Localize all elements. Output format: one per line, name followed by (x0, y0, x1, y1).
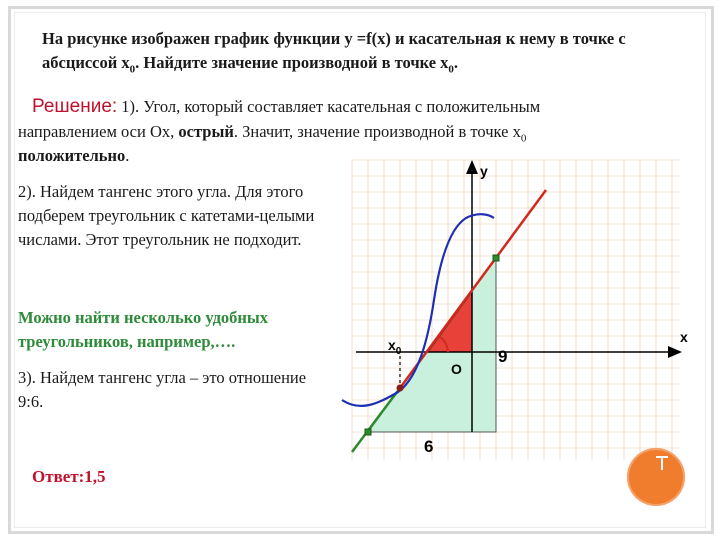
leg-horizontal-label: 9 (498, 347, 508, 366)
x0-label: $x_0$ (388, 337, 402, 357)
solution-step1-a: 1). Угол, который составляет касательная с положительным (117, 97, 541, 116)
problem-text: На рисунке изображен график функции у =f(x) и касательная к нему в точке с абсциссой х (42, 29, 626, 72)
solution-step-3: 3). Найдем тангенс угла – это отношение 9:6. (18, 368, 307, 411)
answer: Ответ:1,5 (32, 467, 106, 486)
solution-step1-b1: направлением оси Ох, (18, 122, 179, 141)
solution-label: Решение: (32, 96, 118, 117)
decorative-orange-circle (627, 448, 685, 506)
solution-note: Можно найти несколько удобных треугольников, например,…. (18, 308, 269, 351)
solution-step1-sub: 0 (520, 132, 527, 145)
x-axis-label: x (680, 329, 688, 345)
problem-text3: . (453, 53, 459, 72)
y-axis-label: y (480, 163, 488, 179)
x-axis-arrow (668, 346, 682, 358)
tangency-point (397, 385, 404, 392)
solution-acute-word: острый (178, 122, 234, 141)
problem-sub2: 0 (448, 63, 454, 76)
origin-label: O (451, 361, 462, 377)
solution-positive-word: положительно (18, 146, 126, 165)
problem-text2: . Найдите значение производной в точке х (135, 53, 449, 72)
solution-step1-b2: . Значит, значение производной в точке х (233, 122, 521, 141)
solution-step1-c2: . (125, 146, 130, 165)
leg-vertical-label: 6 (424, 437, 434, 456)
triangle-corner-point (365, 429, 371, 435)
triangle-top-point (493, 255, 499, 261)
solution-step-2: 2). Найдем тангенс этого угла. Для этого подберем треугольник с катетами-целыми числами. Этот треугольник не подходит. (18, 182, 315, 249)
y-axis-arrow (466, 160, 478, 174)
problem-sub: 0 (129, 63, 136, 76)
